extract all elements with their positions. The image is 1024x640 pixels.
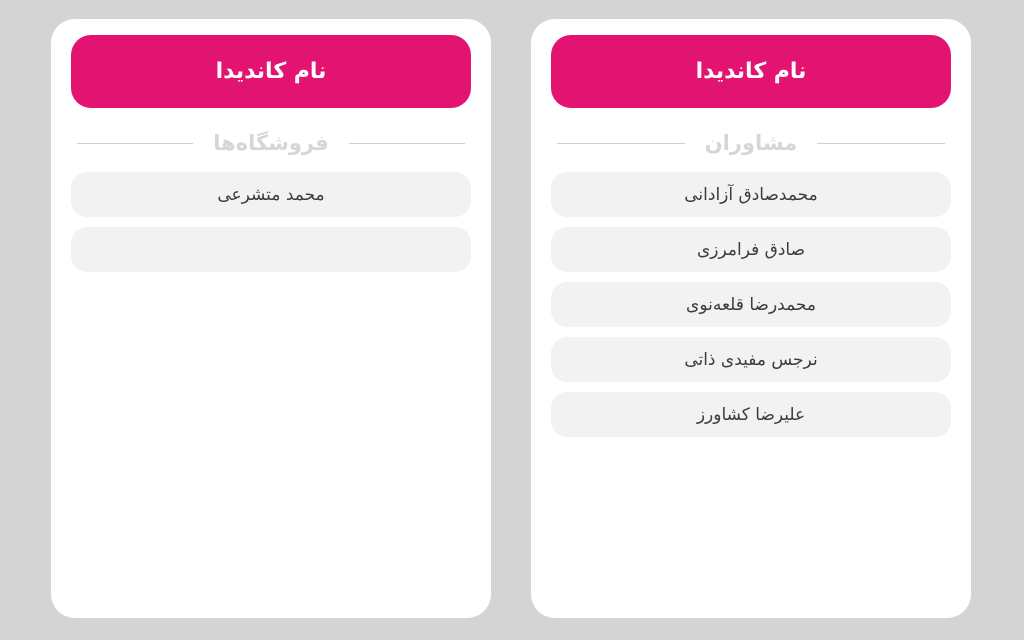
divider-line: [557, 143, 685, 144]
list-item[interactable]: محمد متشرعی: [71, 172, 471, 217]
candidate-name-header[interactable]: نام کاندیدا: [71, 35, 471, 108]
stores-list: [71, 172, 471, 282]
section-divider: [77, 125, 465, 161]
list-item[interactable]: علیرضا کشاورز: [551, 392, 951, 437]
section-label-consultants: مشاوران: [704, 131, 798, 155]
list-item[interactable]: صادق فرامرزی: [551, 227, 951, 272]
candidate-name-header[interactable]: نام کاندیدا: [551, 35, 951, 108]
stores-card: [51, 19, 491, 618]
consultants-card: [531, 19, 971, 618]
list-item[interactable]: محمدرضا قلعه‌نوی: [551, 282, 951, 327]
list-item[interactable]: نرجس مفیدی ذاتی: [551, 337, 951, 382]
section-divider: [557, 125, 945, 161]
list-item[interactable]: محمدصادق آزادانی: [551, 172, 951, 217]
consultants-list: [551, 172, 951, 447]
list-item-empty[interactable]: [71, 227, 471, 272]
divider-line: [349, 143, 465, 144]
divider-line: [77, 143, 193, 144]
divider-line: [817, 143, 945, 144]
section-label-stores: فروشگاه‌ها: [213, 131, 329, 155]
